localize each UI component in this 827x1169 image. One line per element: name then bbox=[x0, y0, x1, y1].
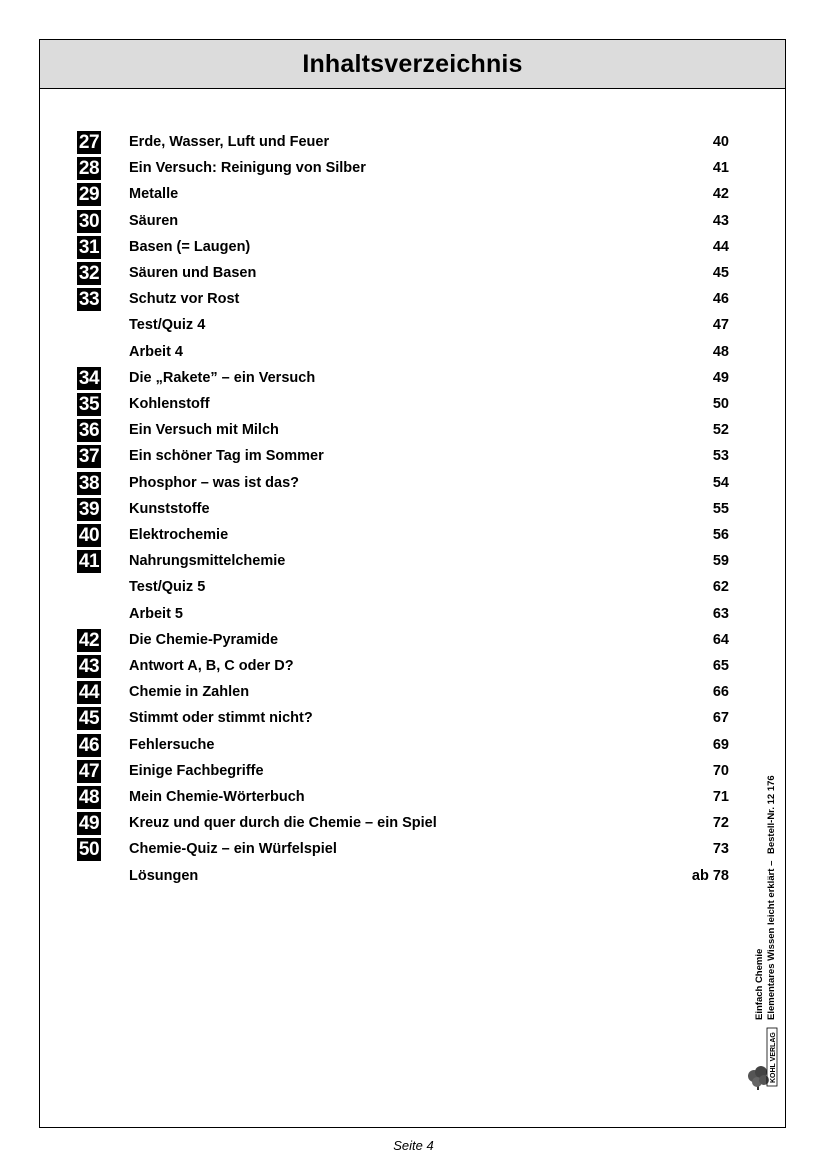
toc-row bbox=[40, 734, 785, 760]
chapter-number-badge: 43 bbox=[78, 656, 100, 677]
toc-entry-title: Basen (= Laugen) bbox=[129, 238, 251, 255]
toc-entry-title: Arbeit 5 bbox=[129, 605, 183, 622]
toc-entry-title: Chemie-Quiz – ein Würfelspiel bbox=[129, 841, 337, 858]
chapter-number-badge: 49 bbox=[78, 813, 100, 835]
toc-row bbox=[40, 760, 785, 786]
toc-entry-page: 72 bbox=[712, 815, 729, 832]
toc-row bbox=[40, 314, 785, 340]
toc-entry-title: Ein Versuch mit Milch bbox=[129, 422, 279, 439]
toc-entry-title: Erde, Wasser, Luft und Feuer bbox=[129, 134, 330, 150]
chapter-number-badge: 33 bbox=[78, 289, 100, 311]
toc-row bbox=[40, 445, 785, 471]
toc-entry-title: Metalle bbox=[129, 186, 179, 203]
toc-entry-title: Arbeit 4 bbox=[129, 343, 183, 360]
toc-entry-title: Einige Fachbegriffe bbox=[129, 762, 264, 779]
toc-entry-page: 65 bbox=[712, 658, 729, 674]
chapter-number-badge: 42 bbox=[78, 629, 100, 651]
toc-entry-title: Ein Versuch: Reinigung von Silber bbox=[129, 160, 366, 177]
toc-row bbox=[40, 183, 785, 209]
toc-row bbox=[40, 603, 785, 629]
toc-entry-page: 67 bbox=[712, 710, 729, 727]
toc-entry-title: Die Chemie-Pyramide bbox=[129, 631, 279, 648]
chapter-number-badge: 28 bbox=[78, 158, 100, 180]
toc-entry-title: Säuren und Basen bbox=[129, 265, 257, 281]
chapter-number-badge: 32 bbox=[78, 263, 100, 284]
toc-row bbox=[40, 707, 785, 733]
logo-text: KOHL VERLAG bbox=[770, 1032, 777, 1083]
toc-row bbox=[40, 550, 785, 576]
toc-entry-title: Stimmt oder stimmt nicht? bbox=[129, 710, 313, 727]
toc-entry-title: Säuren bbox=[129, 212, 179, 229]
toc-entry-page: 69 bbox=[712, 736, 729, 753]
toc-entry-title: Elektrochemie bbox=[129, 527, 229, 543]
toc-row bbox=[40, 838, 785, 864]
chapter-number-badge: 46 bbox=[78, 734, 100, 756]
chapter-number-badge: 30 bbox=[78, 210, 100, 232]
tree-icon bbox=[748, 1066, 769, 1090]
toc-entry-title: Test/Quiz 4 bbox=[129, 317, 206, 334]
toc-entry-page: 40 bbox=[712, 134, 729, 150]
chapter-number-badge: 41 bbox=[78, 551, 100, 573]
toc-row bbox=[40, 341, 785, 367]
toc-entry-title: Test/Quiz 5 bbox=[129, 579, 206, 596]
toc-entry-page: 64 bbox=[712, 631, 729, 648]
toc-entry-title: Lösungen bbox=[129, 867, 199, 884]
toc-row bbox=[40, 157, 785, 183]
toc-entry-title: Nahrungsmittelchemie bbox=[129, 553, 286, 570]
chapter-number-badge: 47 bbox=[78, 760, 100, 782]
toc-row bbox=[40, 210, 785, 236]
toc-entry-title: Kunststoffe bbox=[129, 500, 210, 517]
toc-entry-page: 71 bbox=[712, 789, 729, 805]
toc-entry-page: 55 bbox=[712, 500, 729, 517]
toc-entry-page: 43 bbox=[712, 212, 729, 229]
toc-entry-page: 42 bbox=[712, 186, 729, 203]
toc-entry-title: Kreuz und quer durch die Chemie – ein Spiel bbox=[129, 815, 437, 832]
toc-row bbox=[40, 655, 785, 681]
toc-entry-title: Ein schöner Tag im Sommer bbox=[129, 448, 324, 465]
toc-entry-page: 44 bbox=[712, 238, 729, 255]
toc-entry-page: 56 bbox=[712, 527, 729, 543]
chapter-number-badge: 37 bbox=[78, 446, 100, 468]
toc-row bbox=[40, 576, 785, 602]
toc-row bbox=[40, 367, 785, 393]
toc-entry-page: 53 bbox=[712, 448, 729, 465]
toc-entry-page: 63 bbox=[712, 605, 729, 622]
publisher-logo bbox=[744, 1020, 784, 1092]
chapter-number-badge: 34 bbox=[78, 367, 100, 389]
toc-row bbox=[40, 262, 785, 288]
toc-row bbox=[40, 419, 785, 445]
toc-entry-page: 47 bbox=[712, 317, 729, 334]
toc-entry-page: 45 bbox=[712, 265, 729, 281]
toc-entry-title: Fehlersuche bbox=[129, 736, 215, 753]
toc-row bbox=[40, 393, 785, 419]
chapter-number-badge: 48 bbox=[78, 787, 100, 808]
chapter-number-badge: 45 bbox=[78, 708, 100, 730]
toc-entry-title: Kohlenstoff bbox=[129, 396, 210, 412]
toc-entry-title: Phosphor – was ist das? bbox=[129, 474, 300, 491]
chapter-number-badge: 31 bbox=[78, 236, 100, 258]
toc-entry-page: 46 bbox=[712, 291, 729, 308]
page-frame bbox=[39, 39, 786, 1128]
toc-entry-page: 66 bbox=[712, 684, 729, 701]
page-footer: Seite 4 bbox=[393, 1138, 434, 1153]
toc-entry-page: ab 78 bbox=[691, 867, 729, 884]
chapter-number-badge: 44 bbox=[78, 682, 100, 704]
toc-entry-page: 70 bbox=[712, 762, 729, 779]
title-bar bbox=[40, 40, 785, 89]
toc-entry-page: 59 bbox=[712, 553, 729, 570]
chapter-number-badge: 40 bbox=[78, 525, 100, 546]
toc-row bbox=[40, 524, 785, 550]
toc-row bbox=[40, 629, 785, 655]
toc-row bbox=[40, 472, 785, 498]
side-publication-info bbox=[752, 760, 784, 1030]
chapter-number-badge: 50 bbox=[78, 839, 100, 861]
toc-row bbox=[40, 131, 785, 157]
toc-entry-page: 52 bbox=[712, 422, 729, 439]
toc-entry-title: Mein Chemie-Wörterbuch bbox=[129, 789, 305, 805]
toc-entry-page: 54 bbox=[712, 474, 729, 491]
series-title: Einfach Chemie bbox=[754, 948, 765, 1020]
toc-row bbox=[40, 786, 785, 812]
toc-entry-title: Schutz vor Rost bbox=[129, 291, 240, 308]
chapter-number-badge: 38 bbox=[78, 472, 100, 494]
toc-row bbox=[40, 498, 785, 524]
series-subtitle: Elementares Wissen leicht erklärt – bbox=[766, 860, 777, 1020]
toc-entry-title: Chemie in Zahlen bbox=[129, 684, 250, 701]
toc-row bbox=[40, 681, 785, 707]
toc-entry-page: 62 bbox=[712, 579, 729, 596]
toc-entry-page: 50 bbox=[712, 396, 729, 412]
chapter-number-badge: 35 bbox=[78, 394, 100, 415]
toc-row bbox=[40, 288, 785, 314]
chapter-number-badge: 27 bbox=[78, 132, 100, 153]
toc-entry-title: Antwort A, B, C oder D? bbox=[129, 658, 294, 674]
toc-entry-page: 41 bbox=[712, 160, 729, 177]
toc-entry-title: Die „Rakete” – ein Versuch bbox=[129, 369, 316, 386]
chapter-number-badge: 36 bbox=[78, 420, 100, 442]
toc-entry-page: 48 bbox=[712, 343, 729, 360]
toc-entry-page: 73 bbox=[712, 841, 729, 858]
toc-row bbox=[40, 812, 785, 838]
page-title: Inhaltsverzeichnis bbox=[302, 49, 523, 78]
toc-entry-page: 49 bbox=[712, 369, 729, 386]
chapter-number-badge: 39 bbox=[78, 498, 100, 520]
chapter-number-badge: 29 bbox=[78, 184, 100, 206]
toc-row bbox=[40, 236, 785, 262]
toc-row bbox=[40, 865, 785, 891]
order-number: Bestell-Nr. 12 176 bbox=[766, 775, 777, 854]
